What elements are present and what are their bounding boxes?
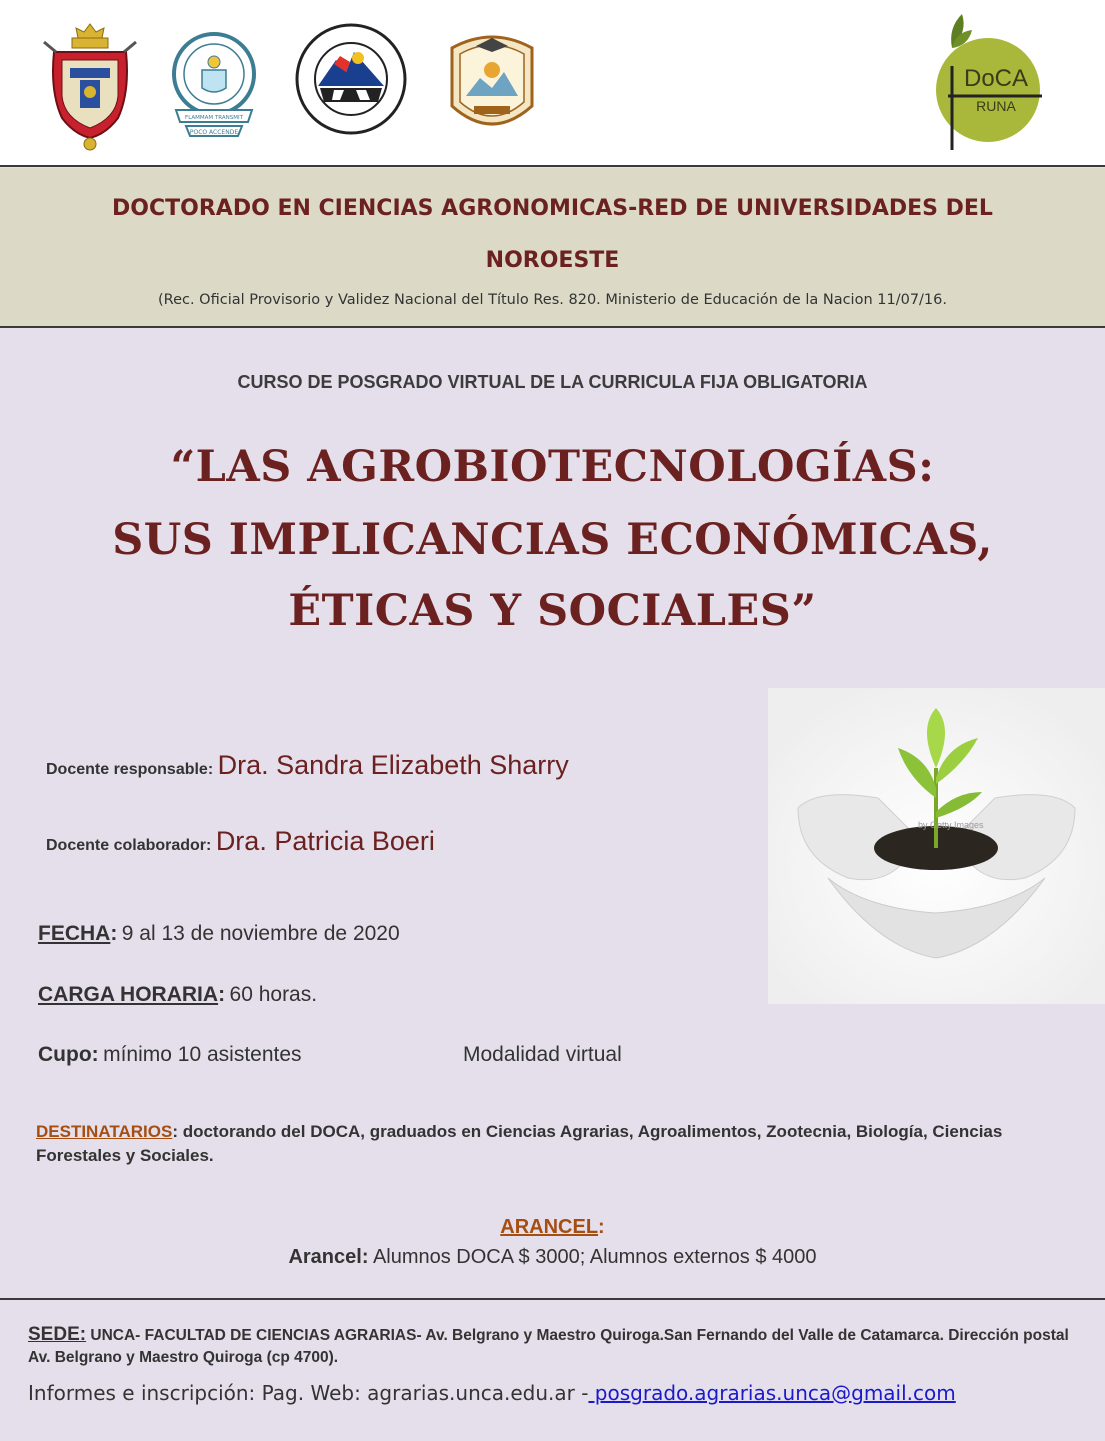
- destinatarios-text: : doctorando del DOCA, graduados en Ciencias Agrarias, Agroalimentos, Zootecnia, Biología, Ciencias Forestales y Sociales.: [36, 1122, 1003, 1165]
- destinatarios-label: DESTINATARIOS: [36, 1122, 173, 1141]
- doca-runa-logo: [918, 8, 1058, 158]
- cupo-label: Cupo:: [38, 1043, 99, 1066]
- band-divider: [0, 326, 1105, 328]
- carga-colon: :: [218, 983, 226, 1006]
- course-type: CURSO DE POSGRADO VIRTUAL DE LA CURRICULA FIJA OBLIGATORIA: [237, 372, 868, 392]
- teacher-responsable-row: [46, 750, 569, 781]
- arancel-heading-row: [0, 1216, 1105, 1239]
- footer-divider: [0, 1298, 1105, 1300]
- arancel-heading-colon: :: [598, 1216, 605, 1238]
- course-title-line1: “LAS AGROBIOTECNOLOGÍAS:: [170, 442, 935, 492]
- program-subtitle: (Rec. Oficial Provisorio y Validez Nacional del Título Res. 820. Ministerio de Educación de la Nacion 11/07/16.: [157, 292, 947, 308]
- arancel-row: [0, 1246, 1105, 1269]
- program-title-line2: NOROESTE: [485, 248, 620, 273]
- top-divider: [0, 165, 1105, 167]
- carga-value: 60 horas.: [229, 983, 318, 1006]
- teacher-responsable-label: Docente responsable:: [46, 761, 214, 778]
- teacher-colaborador-label: Docente colaborador:: [46, 837, 212, 854]
- teacher-colaborador-row: [46, 826, 435, 857]
- modalidad-value: Modalidad virtual: [463, 1043, 622, 1066]
- course-title-line3: ÉTICAS Y SOCIALES”: [288, 586, 817, 636]
- unca-logo: [294, 22, 408, 136]
- sede-block: [28, 1324, 1088, 1369]
- fecha-value: 9 al 13 de noviembre de 2020: [121, 922, 400, 945]
- carga-row: [38, 983, 317, 1007]
- email-link[interactable]: posgrado.agrarias.unca@gmail.com: [588, 1381, 956, 1405]
- arancel-label: Arancel:: [288, 1246, 369, 1268]
- fecha-label: FECHA: [38, 922, 111, 945]
- teacher-colaborador-name: Dra. Patricia Boeri: [215, 826, 435, 856]
- sede-label: SEDE:: [28, 1324, 87, 1345]
- seedling-hands-photo: [768, 688, 1105, 1004]
- sede-text: UNCA- FACULTAD DE CIENCIAS AGRARIAS- Av. Belgrano y Maestro Quiroga.San Fernando del Valle de Catamarca. Dirección postal Av. Belgrano y Maestro Quiroga (cp 4700).: [28, 1327, 1069, 1366]
- cupo-value: mínimo 10 asistentes: [103, 1043, 302, 1066]
- unju-logo: [168, 30, 260, 142]
- arancel-value: Alumnos DOCA $ 3000; Alumnos externos $ 4000: [372, 1246, 817, 1268]
- modalidad-text: [463, 1043, 622, 1067]
- teacher-responsable-name: Dra. Sandra Elizabeth Sharry: [217, 750, 569, 780]
- doca-logo-text: DoCA: [963, 65, 1029, 92]
- destinatarios-block: [36, 1120, 1086, 1168]
- coat-of-arms-logo: [40, 22, 140, 152]
- photo-watermark: by Getty Images: [918, 820, 984, 830]
- runa-logo-text: RUNA: [976, 98, 1016, 114]
- info-text: Informes e inscripción: Pag. Web: agrarias.unca.edu.ar -: [28, 1381, 589, 1405]
- cupo-row: [38, 1043, 302, 1067]
- unlar-logo: [440, 26, 544, 142]
- fecha-row: [38, 922, 400, 946]
- unju-motto: POCO ACCENDE: [189, 129, 239, 136]
- seedling-hands-illustration: [768, 688, 1105, 1004]
- program-title-line1: DOCTORADO EN CIENCIAS AGRONOMICAS-RED DE UNIVERSIDADES DEL: [112, 196, 993, 221]
- unju-banner: FLAMMAM TRANSMIT: [185, 115, 243, 121]
- info-line: [28, 1381, 956, 1405]
- institution-band: [0, 168, 1105, 326]
- course-title-line2: SUS IMPLICANCIAS ECONÓMICAS,: [112, 515, 993, 565]
- carga-label: CARGA HORARIA: [38, 983, 219, 1006]
- fecha-colon: :: [110, 922, 118, 945]
- logo-bar: [0, 0, 1105, 165]
- arancel-heading: ARANCEL: [500, 1216, 599, 1238]
